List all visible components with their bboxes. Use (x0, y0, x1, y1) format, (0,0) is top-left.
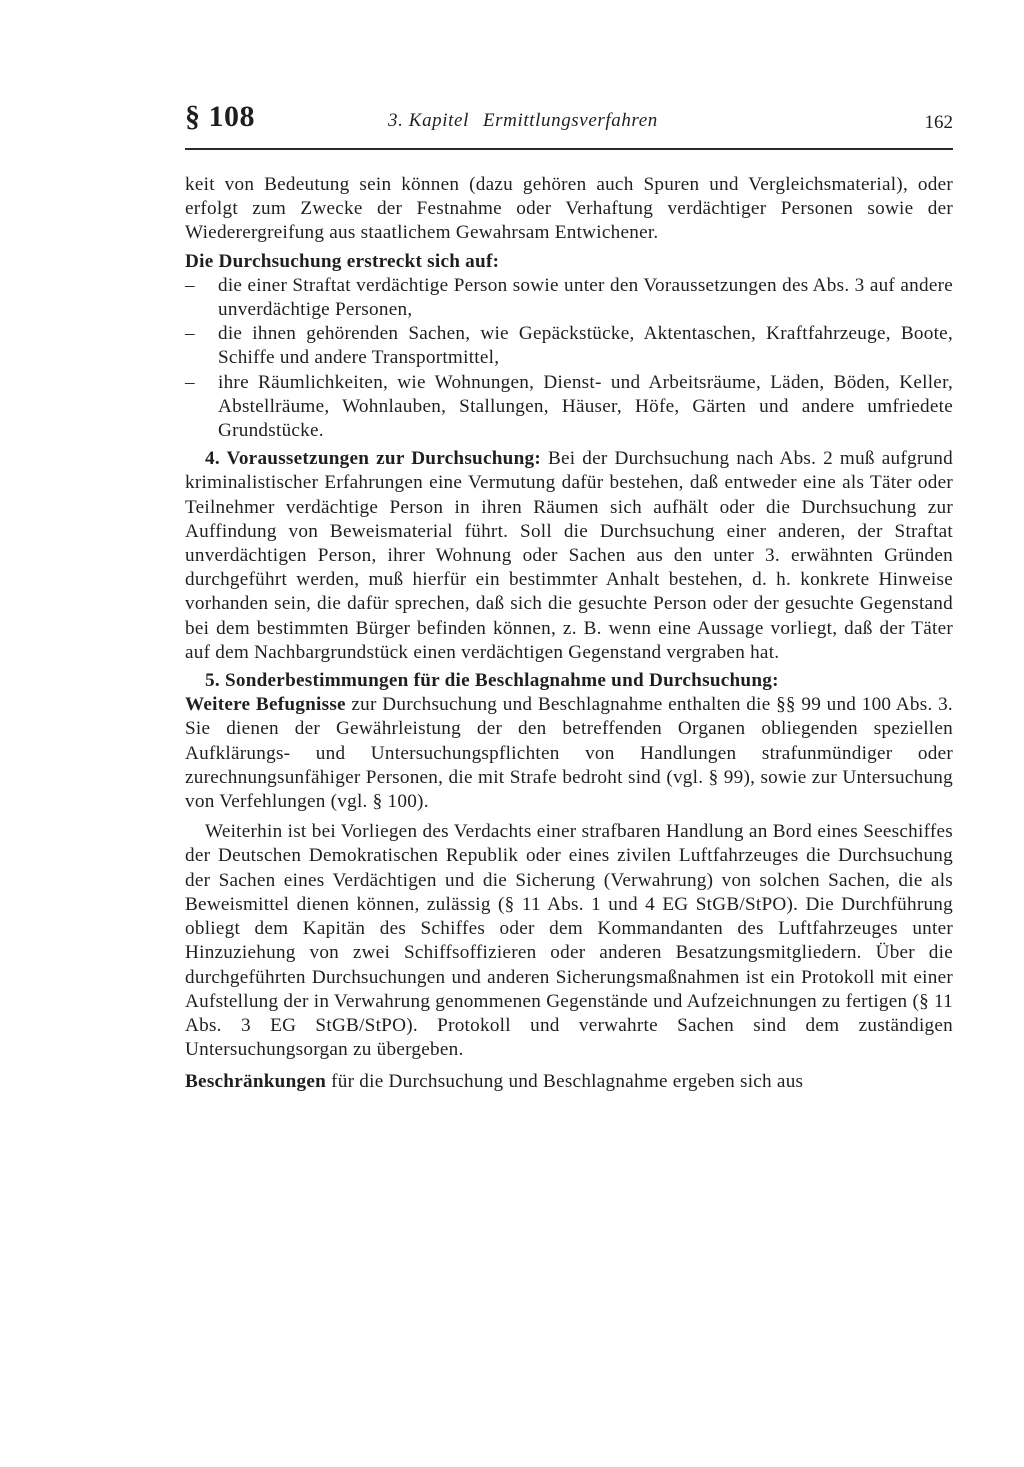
header-rule (185, 148, 953, 150)
dash-marker: – (185, 274, 195, 296)
list-item-text: die einer Straftat verdächtige Person sowie unter den Voraussetzungen des Abs. 3 auf andere unverdächtige Personen, (218, 274, 953, 321)
section-5-lead: Weitere Befugnisse (185, 694, 346, 716)
section-5-paragraph (185, 693, 953, 814)
page-header (185, 100, 953, 150)
list-item (185, 322, 953, 370)
list-item-text: die ihnen gehörenden Sachen, wie Gepäckstücke, Aktentaschen, Kraftfahrzeuge, Boote, Schiffe und andere Transportmittel, (218, 323, 953, 369)
weiterhin-paragraph: Weiterhin ist bei Vorliegen des Verdachts einer strafbaren Handlung an Bord eines Seeschiffes der Deutschen Demokratischen Republik oder eines zivilen Luftfahrzeuges die Durchsuchung der Sachen eines Verdächtigen und die Sicherung (Verwahrung) von solchen Sachen, die als Beweismittel dienen können, zulässig (§ 11 Abs. 1 und 4 EG StGB/StPO). Die Durchführung obliegt dem Kapitän des Schiffes oder dem Kommandanten des Luftfahrzeuges unter Hinzuziehung von zwei Schiffsoffizieren oder anderen Besatzungsmitgliedern. Über die durchgeführten Durchsuchungen und anderen Sicherungsmaßnahmen ist ein Protokoll mit einer Aufstellung der in Verwahrung genommenen Gegenstände und Aufzeichnungen zu fertigen (§ 11 Abs. 3 EG StGB/StPO). Protokoll und verwahrte Sachen sind dem zuständigen Untersuchungsorgan zu übergeben. (185, 821, 953, 1061)
final-text: für die Durchsuchung und Beschlagnahme ergeben sich aus (326, 1071, 804, 1093)
intro-paragraph: keit von Bedeutung sein können (dazu gehören auch Spuren und Vergleichsmaterial), oder erfolgt zum Zwecke der Festnahme oder Verhaftung verdächtiger Personen sowie der Wiederergreifung aus staatlichem Gewahrsam Entwichener. (185, 174, 953, 244)
final-paragraph (185, 1070, 953, 1094)
section-5-heading-line (185, 669, 953, 693)
search-scope-list (185, 274, 953, 443)
final-lead: Beschränkungen (185, 1071, 327, 1093)
chapter-number: 3. Kapitel (388, 110, 469, 131)
list-item (185, 371, 953, 444)
list-item (185, 274, 953, 322)
section-4-heading: 4. Voraussetzungen zur Durchsuchung: (205, 448, 541, 470)
list-heading: Die Durchsuchung erstreckt sich auf: (185, 250, 500, 272)
list-item-text: ihre Räumlichkeiten, wie Wohnungen, Dienst- und Arbeitsräume, Läden, Böden, Keller, Abstellräume, Wohnlauben, Stallungen, Häuser, Höfe, Gärten und andere umfriedete Grundstücke. (218, 371, 953, 442)
section-4-paragraph (185, 447, 953, 665)
section-5-text: zur Durchsuchung und Beschlagnahme enthalten die §§ 99 und 100 Abs. 3. Sie dienen der Gewährleistung der den betreffenden Organen obliegenden speziellen Aufklärungs- und Untersuchungspflichten von Handlungen strafunmündiger oder zurechnungsunfähiger Personen, die mit Strafe bedroht sind (vgl. § 99), sowie zur Untersuchung von Verfehlungen (vgl. § 100). (185, 694, 953, 813)
running-head (388, 110, 658, 132)
dash-marker: – (185, 323, 195, 345)
section-number: § 108 (185, 100, 255, 133)
section-5-heading: 5. Sonderbestimmungen für die Beschlagnahme und Durchsuchung: (205, 670, 779, 692)
page-body (185, 173, 953, 1095)
book-page (185, 100, 953, 1093)
page-number: 162 (924, 112, 953, 133)
section-4-text: Bei der Durchsuchung nach Abs. 2 muß aufgrund kriminalistischer Erfahrungen eine Vermutung dafür bestehen, daß entweder eine als Täter oder Teilnehmer verdächtige Person in ihren Räumen sich aufhält oder die Durchsuchung zur Auffindung von Beweismaterial führt. Soll die Durchsuchung einer anderen, der Straftat unverdächtigen Person, ihrer Wohnung oder Sachen aus den unter 3. erwähnten Gründen durchgeführt werden, muß hierfür ein bestimmter Anhalt bestehen, d. h. konkrete Hinweise vorhanden sein, die dafür sprechen, daß sich die gesuchte Person oder der gesuchte Gegenstand bei dem bestimmten Bürger befinden können, z. B. wenn eine Aussage vorliegt, daß der Täter auf dem Nachbargrundstück einen verdächtigen Gegenstand vergraben hat. (185, 448, 953, 663)
dash-marker: – (185, 371, 195, 393)
chapter-title: Ermittlungsverfahren (482, 110, 658, 131)
